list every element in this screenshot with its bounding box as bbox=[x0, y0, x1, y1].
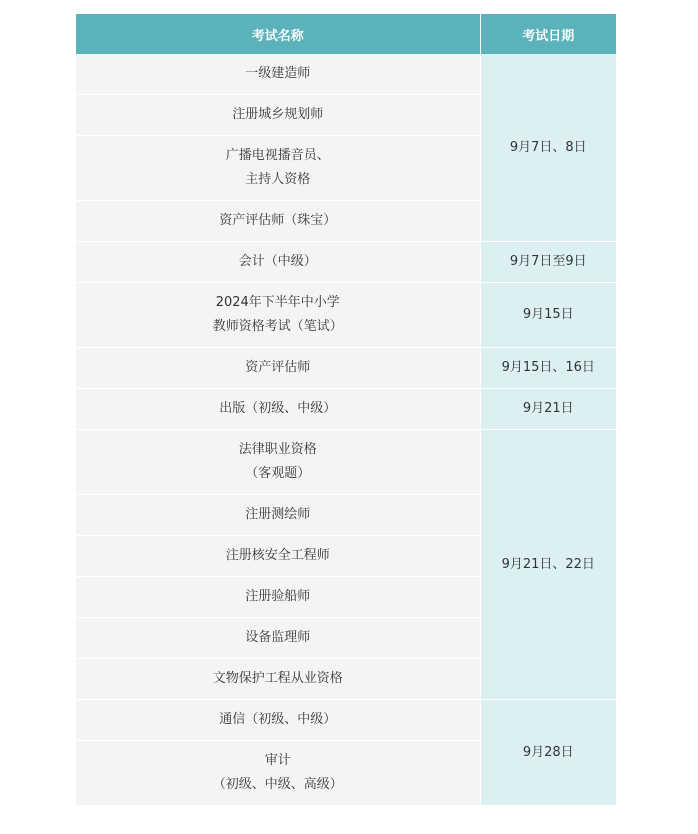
exam-name-line: 主持人资格 bbox=[245, 172, 311, 187]
exam-name-cell bbox=[76, 741, 480, 806]
exam-date-cell: 9月21日、22日 bbox=[480, 430, 616, 700]
exam-date-cell: 9月21日 bbox=[480, 389, 616, 430]
exam-name-cell: 注册测绘师 bbox=[76, 495, 480, 536]
table-row bbox=[76, 283, 616, 348]
exam-name-line: 教师资格考试（笔试） bbox=[212, 319, 343, 334]
exam-name-cell: 设备监理师 bbox=[76, 618, 480, 659]
exam-name-cell: 文物保护工程从业资格 bbox=[76, 659, 480, 700]
exam-name-cell: 注册验船师 bbox=[76, 577, 480, 618]
exam-name-cell: 资产评估师（珠宝） bbox=[76, 201, 480, 242]
header-exam-date: 考试日期 bbox=[480, 14, 616, 54]
table-row bbox=[76, 430, 616, 495]
table-row bbox=[76, 54, 616, 95]
exam-date-cell: 9月7日、8日 bbox=[480, 54, 616, 242]
table-header-row bbox=[76, 14, 616, 54]
exam-name-line: 广播电视播音员、 bbox=[225, 148, 330, 163]
exam-date-cell: 9月15日 bbox=[480, 283, 616, 348]
exam-name-cell bbox=[76, 283, 480, 348]
table-row bbox=[76, 700, 616, 741]
exam-name-cell: 资产评估师 bbox=[76, 348, 480, 389]
table-row bbox=[76, 242, 616, 283]
table-row bbox=[76, 348, 616, 389]
exam-date-cell: 9月15日、16日 bbox=[480, 348, 616, 389]
exam-name-line: 2024年下半年中小学 bbox=[215, 295, 340, 310]
exam-schedule-table-container bbox=[76, 14, 616, 806]
exam-date-cell: 9月7日至9日 bbox=[480, 242, 616, 283]
exam-name-line: （初级、中级、高级） bbox=[212, 777, 343, 792]
exam-name-cell: 通信（初级、中级） bbox=[76, 700, 480, 741]
exam-schedule-table bbox=[76, 14, 616, 806]
exam-name-line: 法律职业资格 bbox=[238, 442, 317, 457]
exam-name-line: 审计 bbox=[264, 753, 291, 768]
exam-name-cell: 注册核安全工程师 bbox=[76, 536, 480, 577]
exam-name-cell bbox=[76, 430, 480, 495]
exam-name-cell: 一级建造师 bbox=[76, 54, 480, 95]
header-exam-name: 考试名称 bbox=[76, 14, 480, 54]
exam-name-cell: 注册城乡规划师 bbox=[76, 95, 480, 136]
exam-name-cell: 会计（中级） bbox=[76, 242, 480, 283]
exam-name-line: （客观题） bbox=[245, 466, 311, 481]
exam-date-cell: 9月28日 bbox=[480, 700, 616, 806]
exam-name-cell bbox=[76, 136, 480, 201]
exam-name-cell: 出版（初级、中级） bbox=[76, 389, 480, 430]
table-row bbox=[76, 389, 616, 430]
